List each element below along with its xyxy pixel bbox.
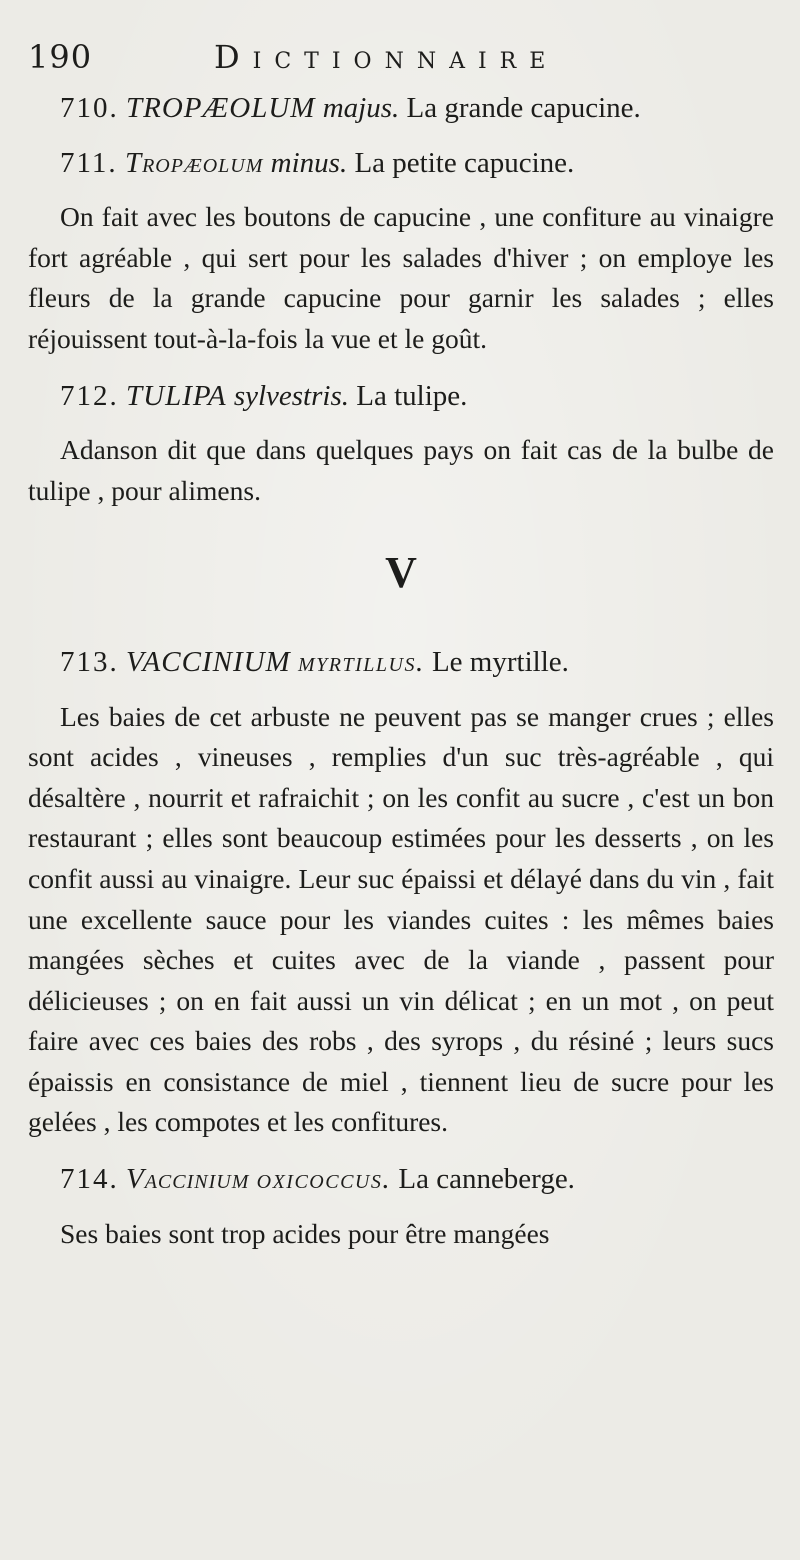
entry-genus: Vaccinium — [126, 1163, 250, 1196]
entry-number: 710. — [60, 92, 119, 124]
paragraph-capucine: On fait avec les boutons de capucine , une confiture au vinaigre fort agréable , qui sert pour les salades d'hiver ; on employe les fleurs de la grande capucine pour garnir les salades ; elles réjouissent tout-à-la-fois la vue et le goût. — [28, 201, 774, 354]
paragraph-tulipe: Adanson dit que dans quelques pays on fait cas de la bulbe de tulipe , pour alimens. — [28, 434, 774, 506]
entry-number: 714. — [60, 1163, 119, 1196]
entry-species: minus. — [270, 146, 348, 179]
entry-714 — [28, 1159, 774, 1200]
entry-common-name: Le myrtille. — [431, 645, 569, 678]
entry-genus: TROPÆOLUM — [126, 92, 316, 124]
entry-713 — [28, 642, 774, 683]
running-head: Dictionnaire — [214, 38, 559, 76]
entry-species: myrtillus. — [297, 645, 425, 678]
section-letter: V — [385, 548, 417, 598]
entry-number: 712. — [60, 379, 119, 412]
paragraph-canneberge: Ses baies sont trop acides pour être mangées — [60, 1217, 550, 1249]
entry-common-name: La petite capucine. — [354, 146, 575, 179]
entry-number: 713. — [60, 645, 119, 678]
entry-common-name: La tulipe. — [356, 379, 468, 412]
entry-genus: Tropæolum — [124, 146, 264, 179]
entry-711 — [28, 143, 774, 184]
entry-712 — [28, 376, 774, 417]
paragraph-myrtille: Les baies de cet arbuste ne peuvent pas se manger crues ; elles sont acides , vineuses , remplies d'un suc très-agréable , qui désaltère , nourrit et rafraichit ; on les confit au sucre , c'est un bon restaurant ; elles sont beaucoup estimées pour les desserts , on les confit aussi au vinaigre. Leur suc épaissi et délayé dans du vin , fait une excellente sauce pour les viandes cuites : les mêmes baies mangées sèches et cuites avec de la viande , passent pour délicieuses ; on en fait aussi un vin délicat ; en un mot , on peut faire avec ces baies des robs , des syrops , du résiné ; leurs sucs épaissis en consistance de miel , tiennent lieu de sucre pour les gelées , les compotes et les confitures. — [28, 700, 774, 1138]
entry-common-name: La grande capucine. — [406, 92, 641, 124]
entry-genus: TULIPA — [126, 379, 227, 412]
entry-species: oxicoccus. — [256, 1163, 392, 1196]
entry-genus: VACCINIUM — [126, 645, 291, 678]
entry-number: 711. — [60, 146, 118, 179]
entry-species: majus. — [322, 92, 400, 124]
page-body — [28, 82, 774, 1270]
page-number: 190 — [28, 38, 93, 76]
entry-common-name: La canneberge. — [398, 1163, 575, 1196]
entry-species: sylvestris. — [233, 379, 349, 412]
page-header — [28, 38, 772, 86]
entry-710 — [28, 88, 774, 129]
